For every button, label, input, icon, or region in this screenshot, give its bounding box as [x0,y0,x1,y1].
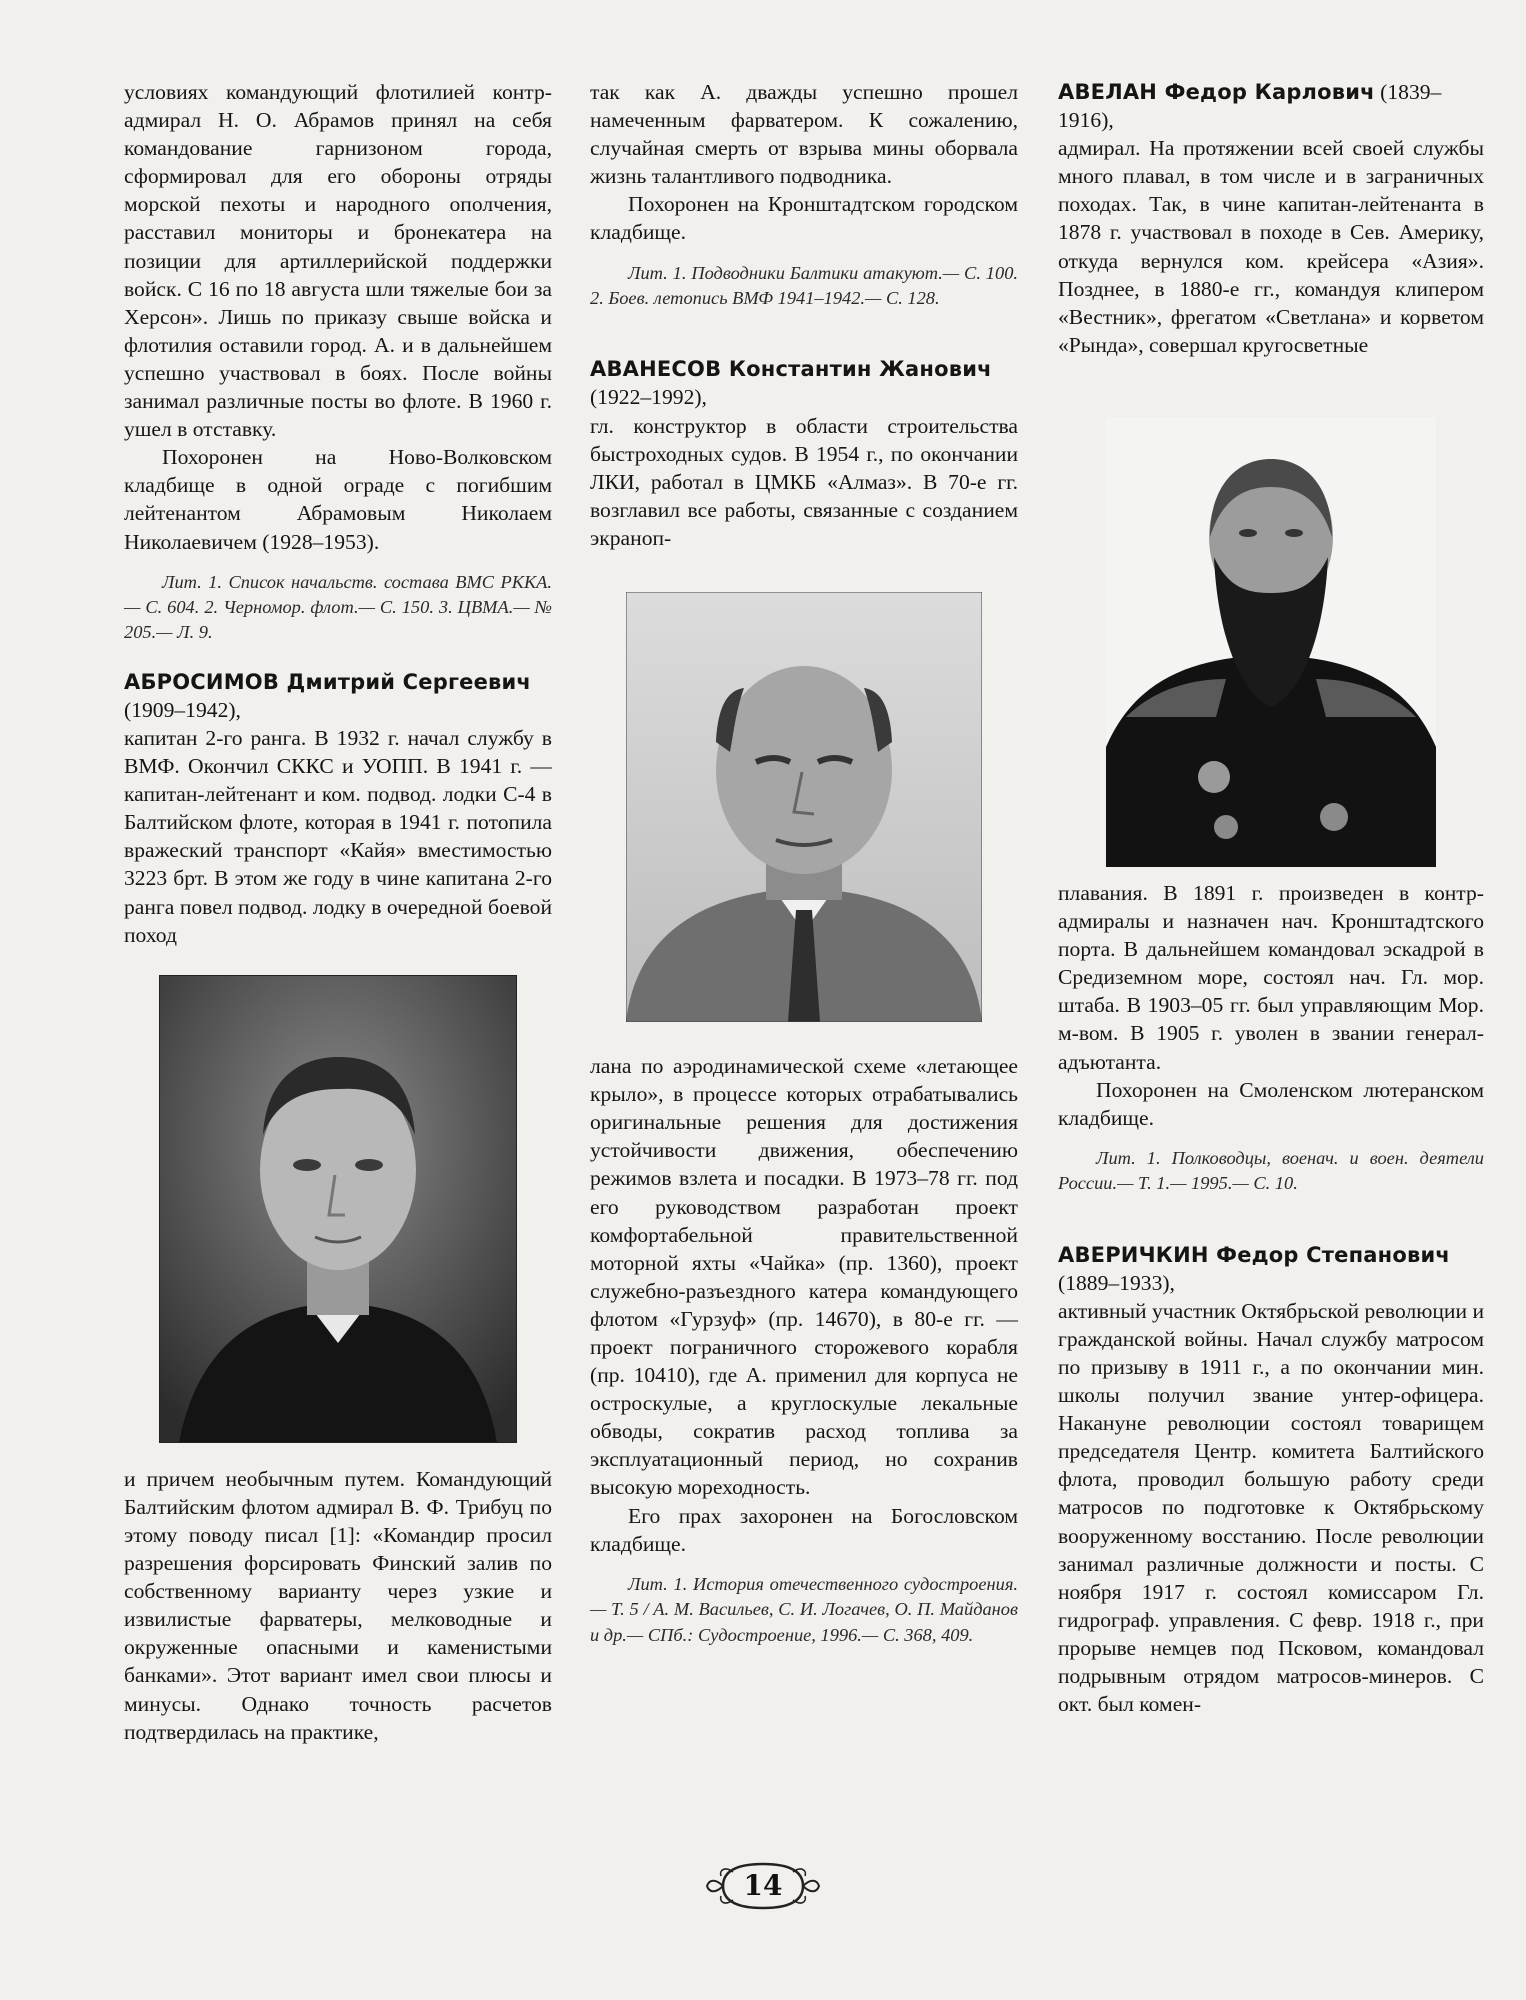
entry-name: АБРОСИМОВ Дмитрий Сергеевич [124,669,532,694]
column-right [1058,78,1484,1718]
literature-references: Лит. 1. Список начальств. состава ВМС РККА.— С. 604. 2. Черномор. флот.— С. 150. 3. ЦВМА.— № 205.— Л. 9. [124,571,552,643]
continued-text: так как А. дважды успешно прошел намеченным фарватером. К сожалению, случайная смерть от взрыва мины оборвала жизнь талантливого подводника. [590,80,1018,189]
entry-heading-averichkin [1058,1241,1484,1297]
entry-heading-avelan [1058,78,1484,134]
entry-text: капитан 2-го ранга. В 1932 г. начал службу в ВМФ. Окончил СККС и УОПП. В 1941 г. — капитан-лейтенант и ком. подвод. лодки С-4 в Балтийском флоте, которая в 1941 г. потопила вражеский транспорт «Кайя» вместимостью 3223 брт. В этом же году в чине капитана 2-го ранга повел подвод. лодку в очередной боевой поход [124,726,552,947]
entry-name: АВЕРИЧКИН Федор Степанович [1058,1242,1451,1267]
entry-years: (1839–1916), [1058,80,1442,133]
portrait-photo-abrosimov [159,975,517,1443]
entry-name: АВАНЕСОВ Константин Жанович [590,357,992,382]
burial-text-2: Его прах захоронен на Богословском кладбище. [590,1503,1018,1556]
portrait-photo-avanesov [626,592,982,1022]
continued-text: условиях командующий флотилией контр-адмирал Н. О. Абрамов принял на себя командование гарнизоном города, сформировал для его обороны отряды морской пехоты и народного ополчения, расставил мониторы и бронекатера на позиции для артиллерийской поддержки войск. С 16 по 18 августа шли тяжелые бои за Херсон». Лишь по приказу свыше войска и флотилия оставили город. А. и в дальнейшем успешно участвовал в боях. После войны занимал различные посты во флоте. В 1960 г. ушел в отставку. [124,80,552,442]
entry-heading-avanesov [590,355,1018,411]
entry-heading-abrosimov [124,668,552,724]
entry-years: (1922–1992), [590,385,707,410]
entry-years: (1909–1942), [124,697,241,722]
entry-years: (1889–1933), [1058,1270,1175,1295]
entry-text: адмирал. На протяжении всей своей службы много плавал, в том числе и в заграничных походах. Так, в чине капитан-лейтенанта в 1878 г. участвовал в походе в Сев. Америку, откуда вернулся ком. крейсера «Азия». Позднее, в 1880-е гг., командуя клипером «Вестник», фрегатом «Светлана» и корветом «Рында», совершал кругосветные [1058,136,1484,357]
entry-text-continued: лана по аэродинамической схеме «летающее крыло», в процессе которых отрабатывались оригинальные решения для достижения устойчивости движения, обеспечению режимов взлета и посадки. В 1973–78 гг. под его руководством разработан проект комфортабельной правительственной моторной яхты «Чайка» (пр. 1360), проект служебно-разъездного катера командующего флотом «Гурзуф» (пр. 14670), в 80-е гг. — проект пограничного сторожевого корабля (пр. 10410), где А. применил для корпуса не остроскулые, а круглоскулые лекальные обводы, сократив расход топлива за эксплуатационный период, но сохранив высокую мореходность. [590,1054,1018,1500]
portrait-photo-avelan [1106,417,1436,867]
entry-text-continued: и причем необычным путем. Командующий Балтийским флотом адмирал В. Ф. Трибуц по этому поводу писал [1]: «Командир просил разрешения форсировать Финский залив по собственному варианту через узкие и извилистые фарватеры, мелководные и окруженные опасными и каменистыми банками». Этот вариант имел свои плюсы и минусы. Однако точность расчетов подтвердилась на практике, [124,1466,552,1744]
literature-references: Лит. 1. Подводники Балтики атакуют.— С. 100. 2. Боев. летопись ВМФ 1941–1942.— С. 128. [590,262,1018,308]
burial-text: Похоронен на Кронштадтском городском кладбище. [590,192,1018,245]
entry-text: гл. конструктор в области строительства быстроходных судов. В 1954 г., по окончании ЛКИ, работал в ЦМКБ «Алмаз». В 70-е гг. возглавил все работы, связанные с созданием экраноп- [590,413,1018,550]
entry-text-continued: плавания. В 1891 г. произведен в контр-адмиралы и назначен нач. Кронштадтского порта. В дальнейшем командовал эскадрой в Средиземном море, состоял нач. Гл. мор. штаба. В 1903–05 гг. был управляющим Мор. м-вом. В 1905 г. уволен в звании генерал-адъютанта. [1058,880,1484,1074]
page-number-ornament [703,1858,823,1914]
literature-references-2: Лит. 1. История отечественного судостроения.— Т. 5 / А. М. Васильев, С. И. Логачев, О. П. Майданов и др.— СПб.: Судостроение, 1996.— С. 368, 409. [590,1573,1018,1645]
entry-text: активный участник Октябрьской революции и гражданской войны. Начал службу матросом по призыву в 1911 г., а по окончании мин. школы получил звание унтер-офицера. Накануне революции состоял товарищем председателя Центр. комитета Балтийского флота, проводил большую работу среди матросов по подготовке к Октябрьскому вооруженному восстанию. После революции занимал различные должности и посты. С ноября 1917 г. состоял комиссаром Гл. гидрограф. управления. С февр. 1918 г., при прорыве немцев под Псковом, командовал подрывным отрядом матросов-минеров. С окт. был комен- [1058,1298,1484,1717]
literature-references: Лит. 1. Полководцы, военач. и воен. деятели России.— Т. 1.— 1995.— С. 10. [1058,1147,1484,1194]
burial-text: Похоронен на Смоленском лютеранском кладбище. [1058,1077,1484,1130]
burial-text: Похоронен на Ново-Волковском кладбище в одной ограде с погибшим лейтенантом Абрамовым Николаем Николаевичем (1928–1953). [124,445,552,554]
column-left [124,78,552,1746]
entry-name: АВЕЛАН Федор Карлович [1058,80,1375,104]
page-number: 14 [743,1869,783,1902]
column-middle [590,78,1018,1648]
